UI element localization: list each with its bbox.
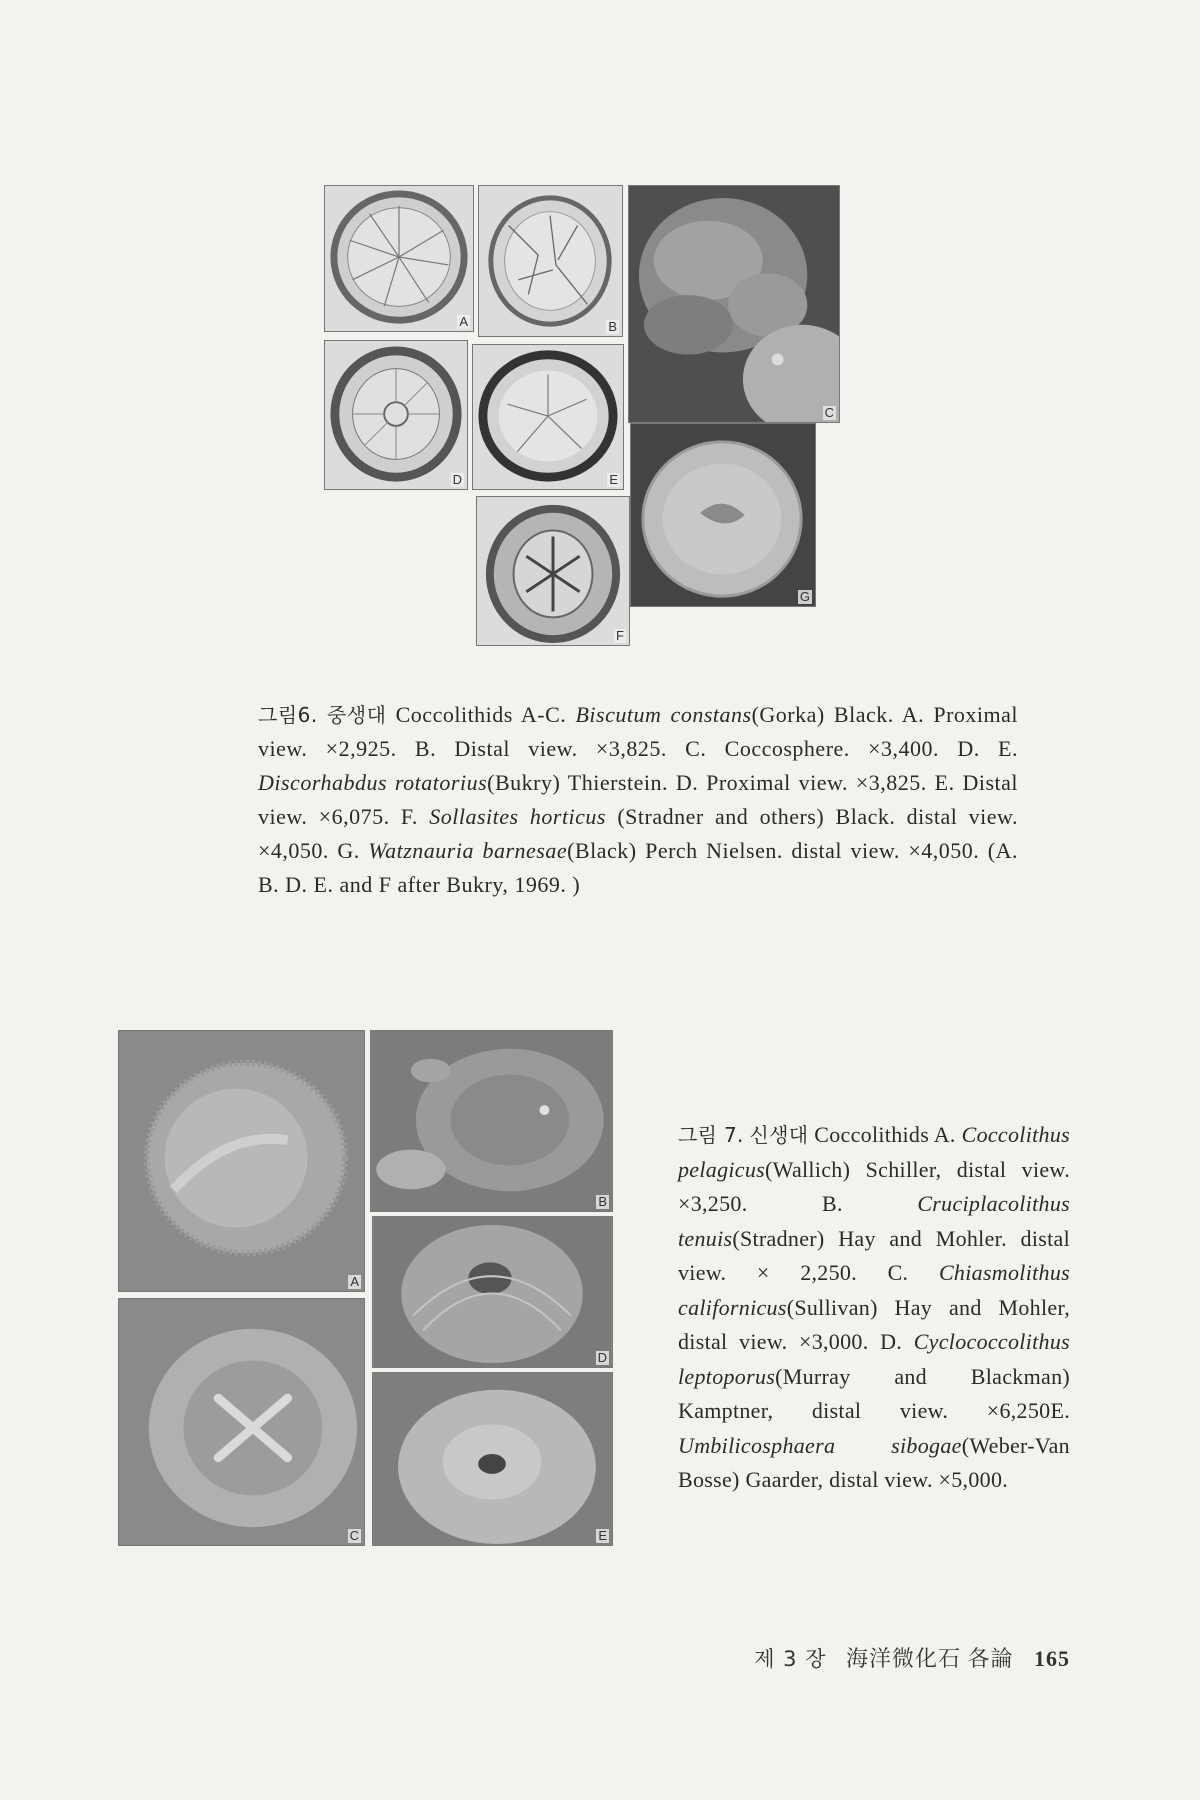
- coccolith-sem-image: [373, 1217, 612, 1367]
- figure7-panel-e: [372, 1372, 613, 1546]
- caption-segment: (Stradner) Hay and Mohler. distal view. × 2,250. C.: [678, 1225, 1070, 1285]
- figure7-panel-b: [370, 1030, 613, 1212]
- caption-figure-label: 그림6.: [258, 703, 318, 727]
- caption-text: [678, 1122, 1070, 1492]
- coccolith-sem-image: [119, 1299, 364, 1545]
- panel-label: C: [349, 1528, 359, 1543]
- panel-label: G: [799, 589, 810, 604]
- panel-label: B: [598, 1194, 607, 1209]
- caption-segment: Coccolithids A-C.: [386, 702, 576, 727]
- caption-era: 신생대: [749, 1123, 809, 1147]
- species-name: Coccolithus pelagicus: [678, 1122, 1070, 1182]
- panel-label: C: [824, 405, 834, 420]
- coccolith-sem-image: [371, 1031, 612, 1211]
- caption-text: [258, 702, 1018, 897]
- species-name: Discorhabdus rotatorius: [258, 770, 488, 795]
- caption-segment: (Murray and Blackman) Kamptner, distal view. ×6,250E.: [678, 1363, 1070, 1423]
- caption-segment: (Gorka) Black. A. Proximal view. ×2,925. B. Distal view. ×3,825. C. Coccosphere. ×3,400. D. E.: [258, 702, 1018, 761]
- figure6-panel-c: [628, 185, 840, 423]
- coccolith-light-image: [479, 186, 622, 336]
- caption-era: 중생대: [326, 703, 387, 727]
- figure6-panel-a: [324, 185, 474, 332]
- panel-label: B: [608, 319, 617, 334]
- chapter-title: 海洋微化石 各論: [845, 1646, 1014, 1671]
- figure6-panel-f: [476, 496, 630, 646]
- panel-label: D: [452, 472, 462, 487]
- panel-label: E: [609, 472, 618, 487]
- figure6-panel-e: [472, 344, 624, 490]
- panel-label: D: [597, 1350, 607, 1365]
- figure7-panel-a: [118, 1030, 365, 1292]
- coccolith-light-image: [325, 186, 473, 331]
- caption-segment: (Bukry) Thierstein. D. Proximal view. ×3,825. E. Distal view. ×6,075. F.: [258, 770, 1018, 829]
- coccosphere-sem-image: [629, 186, 839, 422]
- caption-segment: (Sullivan) Hay and Mohler, distal view. ×3,000. D.: [678, 1294, 1070, 1354]
- panel-label: E: [598, 1528, 607, 1543]
- coccolith-light-image: [473, 345, 623, 489]
- coccolith-sem-image: [119, 1031, 364, 1291]
- caption-segment: (Stradner and others) Black. distal view. ×4,050. G.: [258, 804, 1019, 863]
- species-name: Biscutum constans: [575, 702, 752, 727]
- panel-label: F: [616, 628, 624, 643]
- chapter-label: 제 3 장: [754, 1647, 827, 1671]
- species-name: Sollasites horticus: [429, 804, 606, 829]
- page-number: 165: [1034, 1646, 1070, 1671]
- panel-label: A: [350, 1274, 359, 1289]
- coccolith-sem-image: [631, 424, 815, 606]
- figure7-caption: [678, 1118, 1070, 1498]
- caption-segment: (Black) Perch Nielsen. distal view. ×4,050. (A. B. D. E. and F after Bukry, 1969. ): [258, 838, 1018, 897]
- species-name: Cyclococcolithus leptoporus: [678, 1329, 1070, 1389]
- panel-label: A: [459, 314, 468, 329]
- figure6-panel-d: [324, 340, 468, 490]
- page-footer: [710, 1642, 1070, 1673]
- coccolith-light-image: [325, 341, 467, 489]
- caption-figure-label: 그림 7.: [678, 1123, 744, 1147]
- species-name: Cruciplacolithus tenuis: [678, 1191, 1070, 1251]
- coccolith-sem-image: [373, 1373, 612, 1545]
- figure6-panel-g: [630, 423, 816, 607]
- figure7-panel-d: [372, 1216, 613, 1368]
- coccolith-light-image: [477, 497, 629, 645]
- figure6-caption: [258, 698, 1018, 902]
- caption-segment: Coccolithids A.: [808, 1122, 962, 1147]
- figure6-panel-b: [478, 185, 623, 337]
- caption-segment: (Wallich) Schiller, distal view. ×3,250. B.: [678, 1156, 1070, 1216]
- species-name: Watznauria barnesae: [368, 838, 568, 863]
- caption-segment: (Weber-Van Bosse) Gaarder, distal view. ×5,000.: [678, 1432, 1070, 1492]
- figure7-panel-c: [118, 1298, 365, 1546]
- species-name: Chiasmolithus californicus: [678, 1260, 1070, 1320]
- species-name: Umbilicosphaera sibogae: [678, 1432, 962, 1458]
